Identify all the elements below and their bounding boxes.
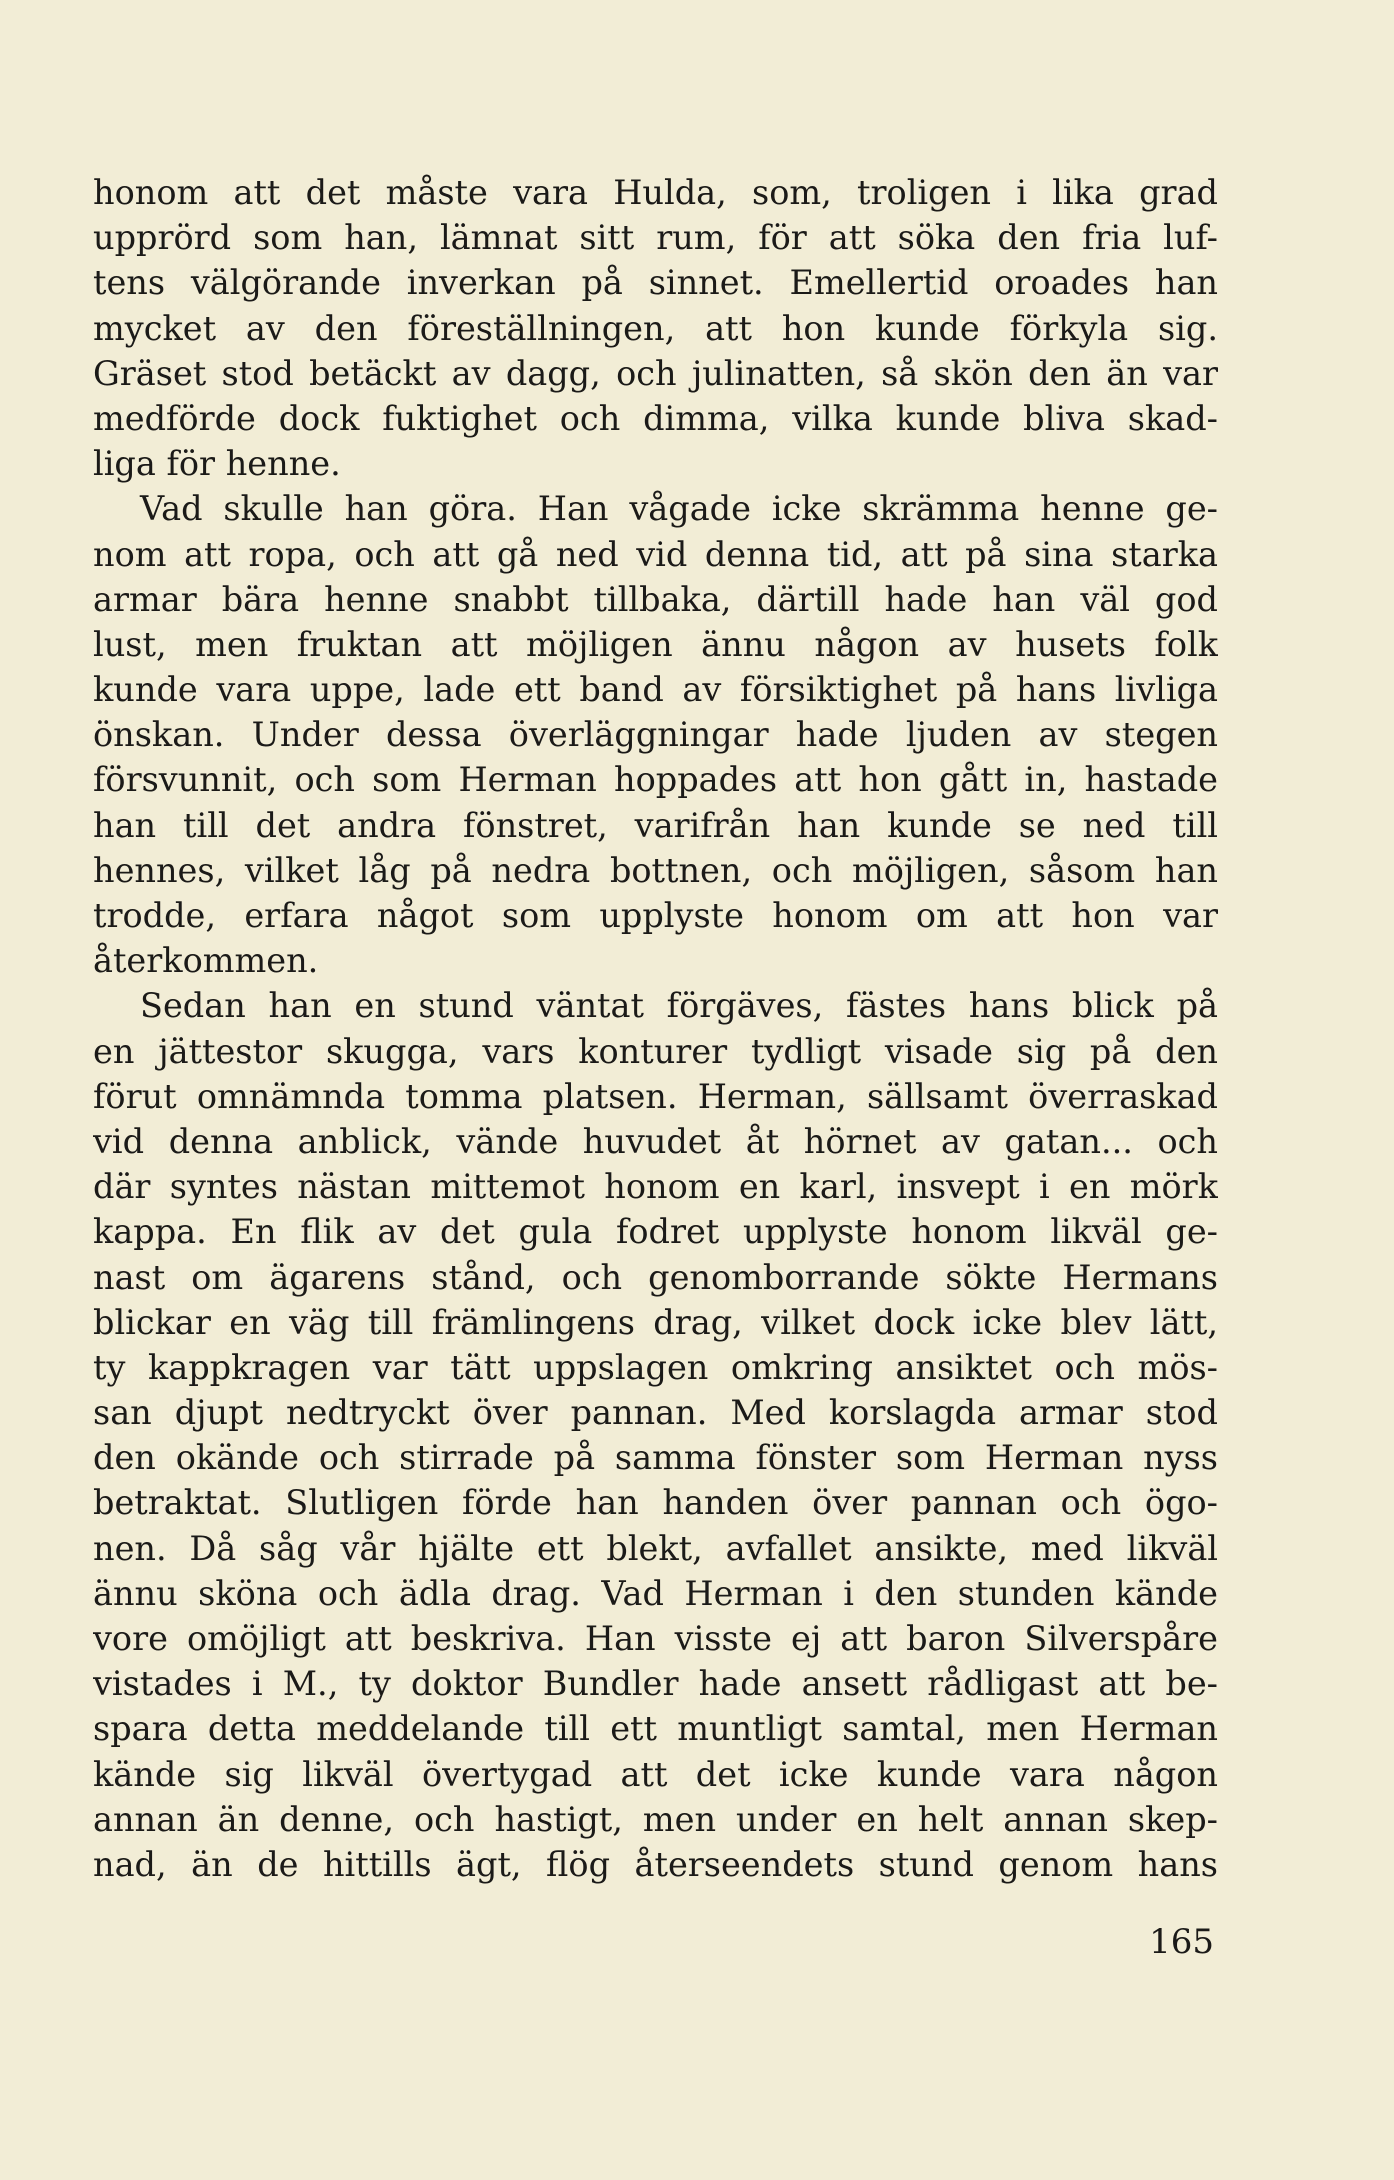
page-number: 165 [1149,1922,1214,1962]
text-line: tens välgörande inverkan på sinnet. Emellertid oroades han [93,263,1218,303]
text-line: Vad skulle han göra. Han vågade icke skrämma henne ge- [140,489,1218,529]
text-line: trodde, erfara något som upplyste honom om att hon var [93,896,1218,935]
text-line: Gräset stod betäckt av dagg, och julinatten, så skön den än var [93,353,1218,393]
text-line: mycket av den föreställningen, att hon kunde förkyla sig. [93,308,1218,348]
text-line: en jättestor skugga, vars konturer tydligt visade sig på den [93,1031,1218,1071]
text-line: den okände och stirrade på samma fönster som Herman nyss [93,1438,1218,1478]
text-line: vore omöjligt att beskriva. Han visste ej att baron Silverspåre [93,1619,1218,1658]
paragraph-1 [93,170,1218,486]
text-line: lust, men fruktan att möjligen ännu någon av husets folk [93,624,1218,664]
body-text [93,170,1218,1887]
text-line: vid denna anblick, vände huvudet åt hörnet av gatan... och [93,1121,1218,1161]
text-line: medförde dock fuktighet och dimma, vilka kunde bliva skad- [93,398,1218,438]
text-line: nen. Då såg vår hjälte ett blekt, avfallet ansikte, med likväl [93,1528,1218,1568]
text-line: honom att det måste vara Hulda, som, troligen i lika grad [93,173,1218,212]
text-line: ty kappkragen var tätt uppslagen omkring ansiktet och mös- [93,1347,1218,1387]
text-line: nom att ropa, och att gå ned vid denna tid, att på sina starka [93,534,1218,574]
text-line: upprörd som han, lämnat sitt rum, för att söka den fria luf- [93,218,1218,258]
text-line: han till det andra fönstret, varifrån han kunde se ned till [93,805,1218,845]
text-line: Sedan han en stund väntat förgäves, fästes hans blick på [140,986,1218,1026]
text-line: kände sig likväl övertygad att det icke kunde vara någon [93,1754,1218,1794]
text-line: blickar en väg till främlingens drag, vilket dock icke blev lätt, [93,1302,1218,1342]
paragraph-2 [93,486,1218,983]
text-line: liga för henne. [93,444,341,484]
text-line: där syntes nästan mittemot honom en karl, insvept i en mörk [93,1167,1218,1207]
text-line: ännu sköna och ädla drag. Vad Herman i den stunden kände [93,1573,1218,1613]
text-line: kappa. En flik av det gula fodret upplyste honom likväl ge- [93,1212,1218,1252]
text-line: san djupt nedtryckt över pannan. Med korslagda armar stod [93,1393,1218,1433]
text-line: återkommen. [93,941,319,981]
text-line: nad, än de hittills ägt, flög återseendets stund genom hans [93,1844,1218,1884]
text-line: kunde vara uppe, lade ett band av försiktighet på hans livliga [93,670,1218,710]
text-line: försvunnit, och som Herman hoppades att hon gått in, hastade [93,760,1218,800]
text-line: önskan. Under dessa överläggningar hade ljuden av stegen [93,715,1218,755]
paragraph-3 [93,983,1218,1887]
text-line: annan än denne, och hastigt, men under en helt annan skep- [93,1799,1218,1839]
text-line: betraktat. Slutligen förde han handen över pannan och ögo- [93,1483,1218,1523]
text-line: förut omnämnda tomma platsen. Herman, sällsamt överraskad [93,1076,1218,1116]
text-line: armar bära henne snabbt tillbaka, därtill hade han väl god [93,579,1218,619]
text-line: nast om ägarens stånd, och genomborrande sökte Hermans [93,1257,1218,1297]
text-line: spara detta meddelande till ett muntligt samtal, men Herman [93,1709,1218,1749]
text-line: vistades i M., ty doktor Bundler hade ansett rådligast att be- [93,1664,1218,1704]
text-line: hennes, vilket låg på nedra bottnen, och möjligen, såsom han [93,850,1218,890]
